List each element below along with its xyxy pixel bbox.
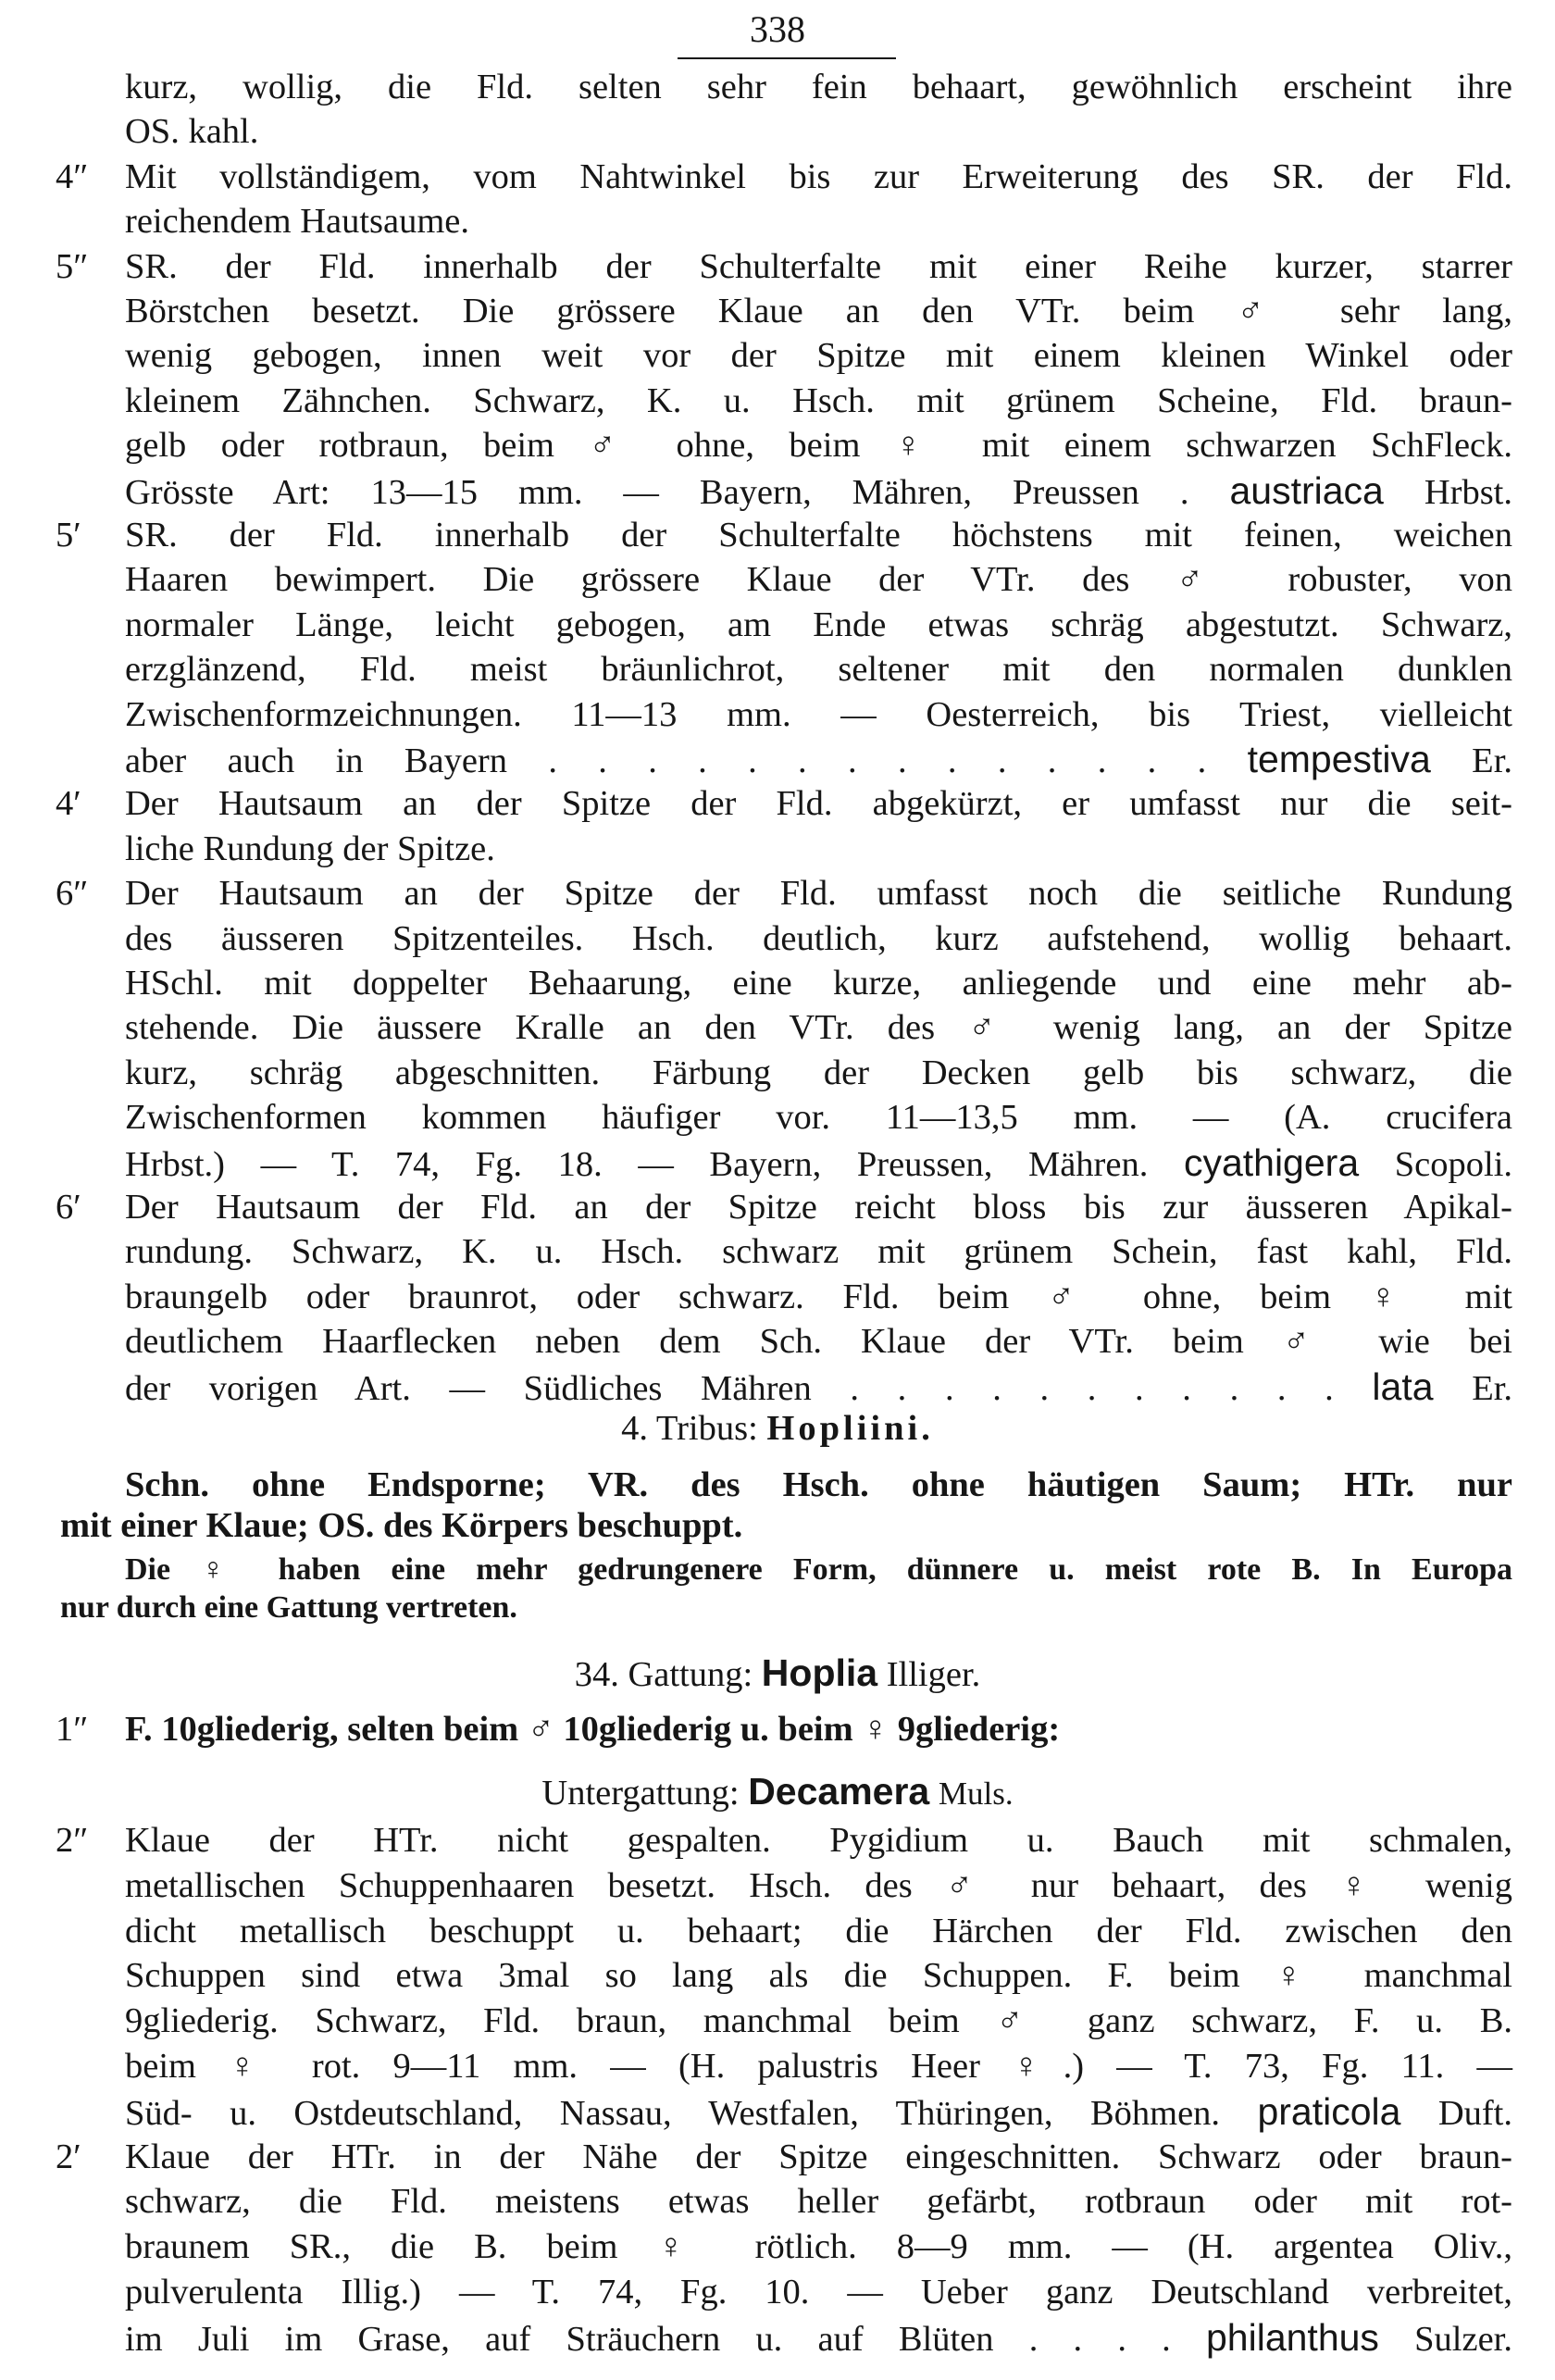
- text-line: Der Hautsaum der Fld. an der Spitze reicht bloss bis zur äusseren Apikal-: [125, 1188, 1512, 1227]
- tribus-label: 4. Tribus:: [621, 1409, 758, 1448]
- text-line: SR. der Fld. innerhalb der Schulterfalte höchstens mit feinen, weichen: [125, 516, 1512, 555]
- subgenus-name: Decamera: [748, 1770, 930, 1813]
- text-line: normaler Länge, leicht gebogen, am Ende etwas schräg abgestutzt. Schwarz,: [125, 604, 1512, 644]
- text-line: SR. der Fld. innerhalb der Schulterfalte mit einer Reihe kurzer, starrer: [125, 246, 1512, 286]
- couplet-number: 2′: [56, 2137, 81, 2176]
- text-line: des äusseren Spitzenteiles. Hsch. deutlich, kurz aufstehend, wollig behaart.: [125, 918, 1512, 958]
- species-author: Scopoli.: [1394, 1144, 1513, 1184]
- text-line: der vorigen Art. — Südliches Mähren . . . . . . . . . . . lata Er.: [125, 1364, 1513, 1408]
- text-line: rundung. Schwarz, K. u. Hsch. schwarz mit grünem Schein, fast kahl, Fld.: [125, 1232, 1512, 1272]
- text-line: Zwischenformzeichnungen. 11—13 mm. — Oesterreich, bis Triest, vielleicht: [125, 694, 1512, 734]
- species-name: philanthus: [1206, 2315, 1379, 2359]
- text-line: Schuppen sind etwa 3mal so lang als die Schuppen. F. beim ♀ manchmal: [125, 1956, 1512, 1996]
- text-line: dicht metallisch beschuppt u. behaart; die Härchen der Fld. zwischen den: [125, 1911, 1512, 1950]
- tribus-note-line: nur durch eine Gattung vertreten.: [60, 1590, 517, 1625]
- species-name: lata: [1372, 1364, 1434, 1408]
- text-line: Mit vollständigem, vom Nahtwinkel bis zur Erweiterung des SR. der Fld.: [125, 156, 1512, 196]
- page-number-rule: [678, 57, 896, 59]
- text-line: braungelb oder braunrot, oder schwarz. Fld. beim ♂ ohne, beim ♀ mit: [125, 1277, 1512, 1316]
- species-name: cyathigera: [1183, 1140, 1360, 1184]
- subgenus-label: Untergattung:: [541, 1774, 740, 1813]
- text-line: beim ♀ rot. 9—11 mm. — (H. palustris Heer ♀.) — T. 73, Fg. 11. —: [125, 2047, 1512, 2086]
- text-line: stehende. Die äussere Kralle an den VTr. des ♂ wenig lang, an der Spitze: [125, 1008, 1512, 1048]
- text-line: Grösste Art: 13—15 mm. — Bayern, Mähren, Preussen . austriaca Hrbst.: [125, 468, 1513, 512]
- couplet-number: 4′: [56, 784, 81, 824]
- species-author: Duft.: [1437, 2093, 1513, 2133]
- text-line: 9gliederig. Schwarz, Fld. braun, manchmal beim ♂ ganz schwarz, F. u. B.: [125, 2001, 1512, 2041]
- text-line: braunem SR., die B. beim ♀ rötlich. 8—9 mm. — (H. argentea Oliv.,: [125, 2227, 1512, 2267]
- text-line: pulverulenta Illig.) — T. 74, Fg. 10. — Ueber ganz Deutschland verbreitet,: [125, 2273, 1512, 2311]
- genus-name: Hoplia: [761, 1651, 878, 1694]
- page-number: 338: [750, 8, 805, 50]
- text-line: kleinem Zähnchen. Schwarz, K. u. Hsch. mit grünem Scheine, Fld. braun-: [125, 380, 1512, 420]
- text-line: schwarz, die Fld. meistens etwas heller gefärbt, rotbraun oder mit rot-: [125, 2182, 1512, 2222]
- text-line: reichendem Hautsaume.: [125, 202, 470, 242]
- genus-author: Illiger.: [886, 1655, 981, 1694]
- text-line: OS. kahl.: [125, 112, 259, 152]
- tribus-heading: [0, 1407, 1555, 1450]
- text-line: Haaren bewimpert. Die grössere Klaue der VTr. des ♂ robuster, von: [125, 560, 1512, 600]
- text-line: Zwischenformen kommen häufiger vor. 11—13,5 mm. — (A. crucifera: [125, 1098, 1512, 1138]
- species-author: Er.: [1472, 1368, 1513, 1408]
- text-line: im Juli im Grase, auf Sträuchern u. auf Blüten . . . . philanthus Sulzer.: [125, 2315, 1512, 2359]
- text-line: Klaue der HTr. in der Nähe der Spitze eingeschnitten. Schwarz oder braun-: [125, 2137, 1512, 2176]
- text-line: deutlichem Haarflecken neben dem Sch. Klaue der VTr. beim ♂ wie bei: [125, 1322, 1512, 1362]
- couplet-number: 5″: [56, 246, 89, 286]
- tribus-text-line: Schn. ohne Endsporne; VR. des Hsch. ohne häutigen Saum; HTr. nur: [125, 1465, 1512, 1504]
- text-line: HSchl. mit doppelter Behaarung, eine kurze, anliegende und eine mehr ab-: [125, 964, 1512, 1003]
- text-line: Hrbst.) — T. 74, Fg. 18. — Bayern, Preussen, Mähren. cyathigera Scopoli.: [125, 1140, 1513, 1184]
- genus-heading: [0, 1651, 1555, 1696]
- text-line: metallischen Schuppenhaaren besetzt. Hsch. des ♂ nur behaart, des ♀ wenig: [125, 1865, 1512, 1905]
- tribus-note-line: Die ♀ haben eine mehr gedrungenere Form, dünnere u. meist rote B. In Europa: [125, 1552, 1512, 1587]
- text-line: liche Rundung der Spitze.: [125, 829, 495, 868]
- couplet-number: 6′: [56, 1188, 81, 1227]
- tribus-name: Hopliini.: [766, 1409, 934, 1448]
- genus-label: 34. Gattung:: [574, 1655, 753, 1694]
- text-line: kurz, wollig, die Fld. selten sehr fein behaart, gewöhnlich erscheint ihre: [125, 68, 1512, 106]
- text-line: gelb oder rotbraun, beim ♂ ohne, beim ♀ mit einem schwarzen SchFleck.: [125, 426, 1512, 466]
- species-author: Sulzer.: [1414, 2319, 1512, 2359]
- species-name: tempestiva: [1247, 738, 1431, 780]
- subgenus-heading: [0, 1770, 1555, 1815]
- text-line: Der Hautsaum an der Spitze der Fld. abgekürzt, er umfasst nur die seit-: [125, 784, 1512, 824]
- text-line: erzglänzend, Fld. meist bräunlichrot, seltener mit den normalen dunklen: [125, 650, 1512, 690]
- couplet-line: F. 10gliederig, selten beim ♂ 10gliederig u. beim ♀ 9gliederig:: [125, 1710, 1061, 1749]
- species-name: austriaca: [1229, 468, 1384, 512]
- text-line: aber auch in Bayern . . . . . . . . . . . . . . tempestiva Er.: [125, 738, 1513, 780]
- text-line: Süd- u. Ostdeutschland, Nassau, Westfalen, Thüringen, Böhmen. praticola Duft.: [125, 2089, 1513, 2133]
- text-line: kurz, schräg abgeschnitten. Färbung der Decken gelb bis schwarz, die: [125, 1053, 1512, 1092]
- couplet-number: 5′: [56, 516, 81, 555]
- tribus-text-line: mit einer Klaue; OS. des Körpers beschuppt.: [60, 1506, 743, 1545]
- couplet-number: 4″: [56, 156, 89, 196]
- couplet-number: 6″: [56, 874, 89, 914]
- species-author: Er.: [1472, 741, 1513, 780]
- species-name: praticola: [1257, 2089, 1401, 2133]
- text-line: Der Hautsaum an der Spitze der Fld. umfasst noch die seitliche Rundung: [125, 874, 1512, 914]
- text-line: Börstchen besetzt. Die grössere Klaue an den VTr. beim ♂ sehr lang,: [125, 292, 1512, 330]
- species-author: Hrbst.: [1424, 472, 1513, 512]
- couplet-number: 2″: [56, 1821, 89, 1860]
- subgenus-author: Muls.: [938, 1776, 1014, 1812]
- text-line: Klaue der HTr. nicht gespalten. Pygidium u. Bauch mit schmalen,: [125, 1821, 1512, 1860]
- text-line: wenig gebogen, innen weit vor der Spitze mit einem kleinen Winkel oder: [125, 336, 1512, 376]
- couplet-number: 1″: [56, 1710, 89, 1749]
